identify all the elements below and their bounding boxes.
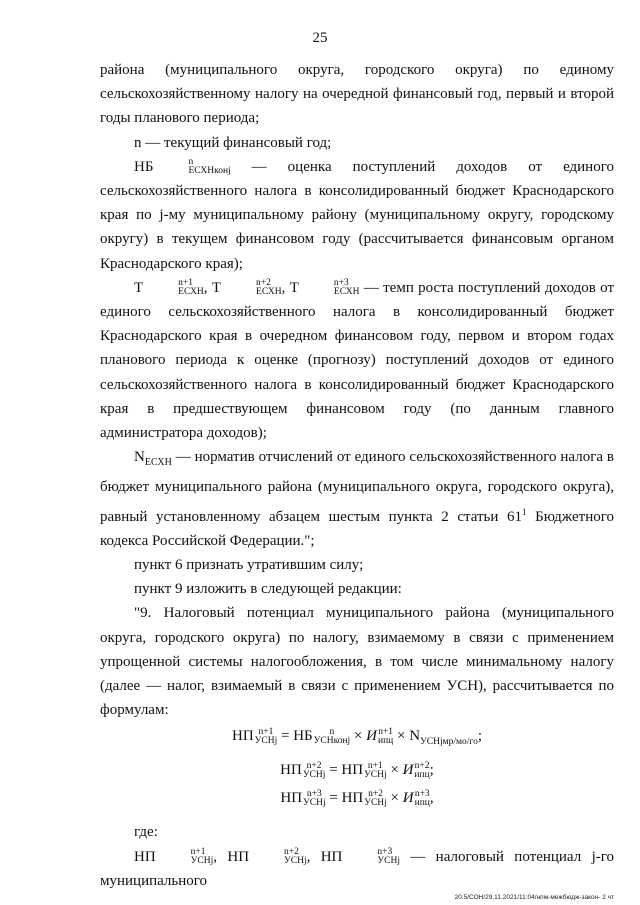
math-symbol: Т n+1 ЕСХН (134, 278, 204, 298)
math-symbol: $N_{ЕСХН}$ (134, 449, 172, 469)
document-body (100, 58, 614, 893)
formula-1: НП n+1 УСНj = НБ n УСНконj × И n+1 ипц × $N_{УСНjмр/мо/го}$; (231, 727, 483, 748)
document-footer: 20.5/СОН/29.11.2021/11:04/нпм-межбюдж-закон- 2 чт (454, 894, 614, 901)
paragraph: пункт 9 изложить в следующей редакции: (134, 581, 402, 598)
formula-3: НП n+3 УСНj = НП n+2 УСНj × И n+3 ипц , (280, 789, 434, 809)
paragraph: $N_{ЕСХН}$ — норматив отчислений от единого сельскохозяйственного налога в бюджет муниципального района (муниципального округа, городского округа), равный установленному абзацем шестым пункта 2 статьи $61^1$ Бюджетного кодекса Российской Федерации."; (100, 449, 614, 549)
paragraph: "9. Налоговый потенциал муниципального района (муниципального округа, городского округа) по налогу, взимаемому в связи с применением упрощенной системы налогообложения, в том числе минимальному налогу (далее — налог, взимаемый в связи с применением УСН), рассчитывается по формулам: (100, 605, 614, 719)
math-symbol: НП n+1 УСНj , НП n+2 УСНj , НП n+3 УСНj (134, 847, 400, 867)
paragraph: n — текущий финансовый год; (134, 134, 332, 151)
math-symbol: Т n+3 ЕСХН (289, 278, 360, 298)
paragraph: НБ n ЕСХНконj — оценка поступлений доходов от единого сельскохозяйственного налога в консолидированный бюджет Краснодарского края по j-му муниципальному району (муниципальному округу, городскому округу) в текущем финансовом году (рассчитывается финансовым органом Краснодарского края); (100, 157, 614, 272)
math-symbol: НБ n ЕСХНконj (134, 157, 231, 177)
math-symbol: Т n+2 ЕСХН (211, 278, 282, 298)
paragraph: НП n+1 УСНj , НП n+2 УСНj , НП n+3 УСНj — налоговый потенциал j-го муниципального (100, 847, 615, 889)
paragraph: пункт 6 признать утратившим силу; (134, 557, 364, 574)
paragraph: Т n+1 ЕСХН , Т n+2 ЕСХН , Т n+3 ЕСХН — темп роста поступлений доходов от единого сельскохозяйственного налога в консолидированный бюджет Краснодарского края в очередном финансовом году, первом и втором годах планового периода к оценке (прогнозу) поступлений доходов от единого сельскохозяйственного налога в консолидированный бюджет Краснодарского края в предшествующем финансовом году (по данным главного администратора доходов); (100, 278, 615, 442)
formula-2: НП n+2 УСНj = НП n+1 УСНj × И n+2 ипц ; (280, 761, 434, 781)
where-label: где: (134, 824, 158, 841)
page-number: 25 (312, 30, 328, 46)
paragraph: района (муниципального округа, городского округа) по единому сельскохозяйственному налогу на очередной финансовый год, первый и второй годы планового периода; (100, 62, 614, 127)
